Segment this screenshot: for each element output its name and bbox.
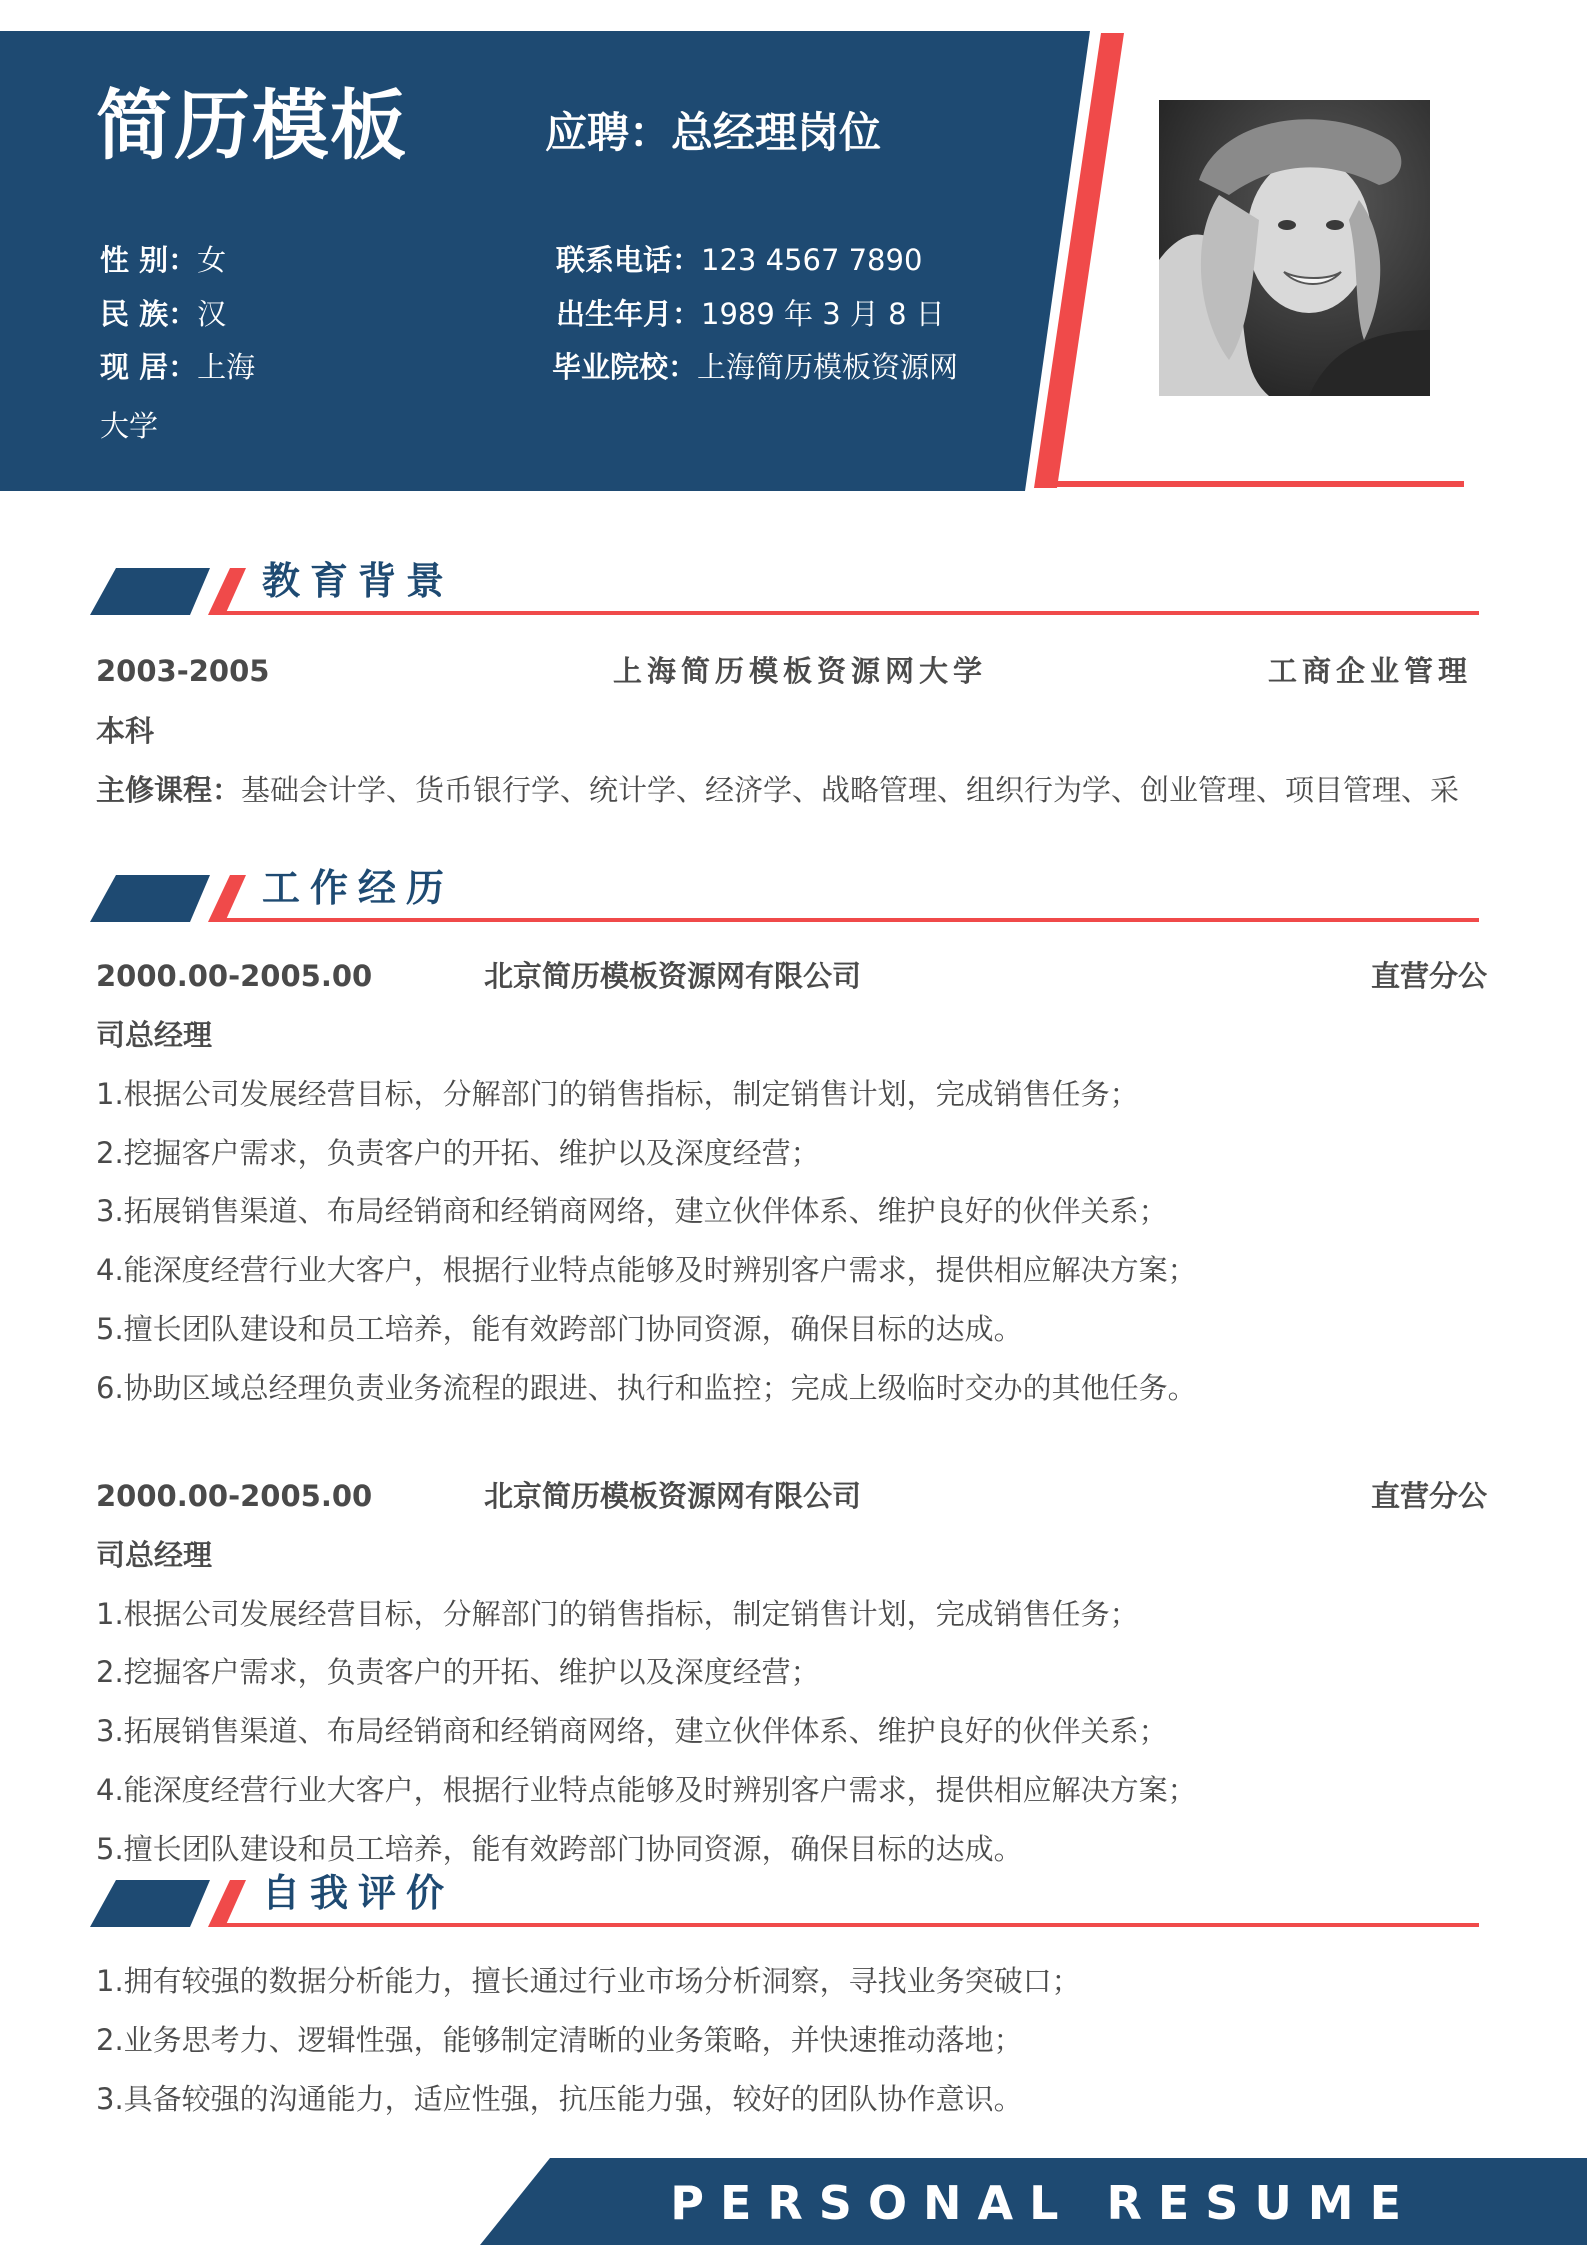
info-label: 性 别：: [100, 243, 198, 277]
self-eval-item: 1.拥有较强的数据分析能力，擅长通过行业市场分析洞察，寻找业务突破口；: [96, 1964, 1081, 1998]
info-residence-wrap: 大学: [100, 409, 159, 443]
courses-value: 基础会计学、货币银行学、统计学、经济学、战略管理、组织行为学、创业管理、项目管理、采: [241, 773, 1460, 807]
work-duty: 1.根据公司发展经营目标，分解部门的销售指标，制定销售计划，完成销售任务；: [96, 1597, 1139, 1631]
work-period: 2000.00-2005.00: [96, 959, 373, 993]
education-section-title: 教育背景: [262, 559, 455, 603]
footer-text: PERSONAL RESUME: [670, 2176, 1417, 2230]
work-dept: 直营分公: [1371, 1479, 1488, 1513]
self-eval-item: 3.具备较强的沟通能力，适应性强，抗压能力强，较好的团队协作意识。: [96, 2082, 1023, 2116]
info-value: 女: [197, 243, 227, 277]
info-school: [552, 350, 958, 385]
info-label: 出生年月：: [556, 297, 702, 331]
self-eval-section-header-shape: [0, 1875, 1587, 1945]
education-degree: 本科: [96, 714, 155, 748]
info-label: 民 族：: [100, 297, 198, 331]
info-label: 毕业院校：: [552, 350, 698, 384]
work-dept: 直营分公: [1371, 959, 1488, 993]
info-value: 上海简历模板资源网: [697, 350, 959, 384]
courses-label: 主修课程：: [96, 773, 242, 807]
work-duty: 2.挖掘客户需求，负责客户的开拓、维护以及深度经营；: [96, 1655, 820, 1689]
work-section-title: 工作经历: [262, 866, 455, 910]
work-section-header-shape: [0, 870, 1587, 940]
work-duty: 4.能深度经营行业大客户，根据行业特点能够及时辨别客户需求，提供相应解决方案；: [96, 1253, 1197, 1287]
portrait-icon: [1159, 100, 1430, 396]
work-duty: 3.拓展销售渠道、布局经销商和经销商网络，建立伙伴体系、维护良好的伙伴关系；: [96, 1714, 1168, 1748]
self-eval-section-title: 自我评价: [262, 1871, 455, 1915]
info-phone: [556, 243, 922, 278]
work-duty: 5.擅长团队建设和员工培养，能有效跨部门协同资源，确保目标的达成。: [96, 1312, 1023, 1346]
work-duty: 6.协助区域总经理负责业务流程的跟进、执行和监控；完成上级临时交办的其他任务。: [96, 1371, 1197, 1405]
info-birth: [556, 297, 945, 332]
work-duty: 5.擅长团队建设和员工培养，能有效跨部门协同资源，确保目标的达成。: [96, 1832, 1023, 1866]
portrait-photo: [1159, 100, 1430, 396]
education-section-header-shape: [0, 563, 1587, 633]
resume-title: 简历模板: [96, 81, 408, 170]
work-duty: 2.挖掘客户需求，负责客户的开拓、维护以及深度经营；: [96, 1136, 820, 1170]
work-position: 司总经理: [96, 1018, 213, 1052]
work-period: 2000.00-2005.00: [96, 1479, 373, 1513]
self-eval-item: 2.业务思考力、逻辑性强，能够制定清晰的业务策略，并快速推动落地；: [96, 2023, 1023, 2057]
info-gender: [100, 243, 226, 278]
work-position: 司总经理: [96, 1538, 213, 1572]
info-label: 联系电话：: [556, 243, 702, 277]
info-value: 汉: [197, 297, 227, 331]
info-value: 123 4567 7890: [701, 243, 923, 277]
education-courses: [96, 773, 1459, 808]
work-company: 北京简历模板资源网有限公司: [484, 1479, 862, 1513]
education-major: 工商企业管理: [1268, 654, 1473, 688]
education-school: 上海简历模板资源网大学: [613, 654, 988, 688]
info-ethnicity: [100, 297, 226, 332]
info-value: 上海: [197, 350, 256, 384]
work-company: 北京简历模板资源网有限公司: [484, 959, 862, 993]
work-duty: 4.能深度经营行业大客户，根据行业特点能够及时辨别客户需求，提供相应解决方案；: [96, 1773, 1197, 1807]
info-value: 1989 年 3 月 8 日: [701, 297, 945, 331]
work-duty: 1.根据公司发展经营目标，分解部门的销售指标，制定销售计划，完成销售任务；: [96, 1077, 1139, 1111]
work-duty-clipped: [96, 1780, 1496, 1866]
education-period: 2003-2005: [96, 654, 270, 688]
job-title: 应聘：总经理岗位: [545, 108, 882, 157]
info-residence: [100, 350, 255, 385]
info-label: 现 居：: [100, 350, 198, 384]
work-duty: 3.拓展销售渠道、布局经销商和经销商网络，建立伙伴体系、维护良好的伙伴关系；: [96, 1194, 1168, 1228]
